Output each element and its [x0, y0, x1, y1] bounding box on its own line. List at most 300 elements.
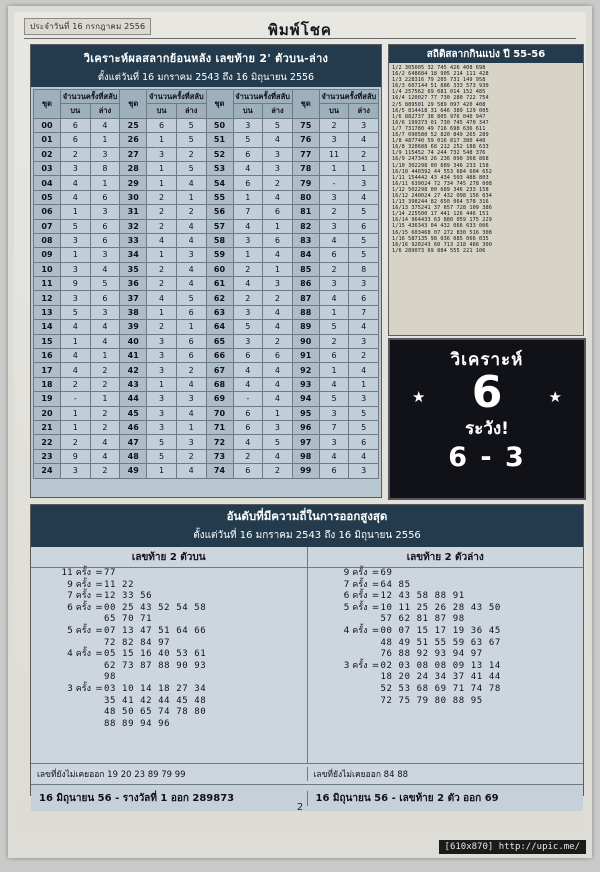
cell-set: 51 — [206, 133, 233, 147]
cell-top-count: 3 — [319, 435, 349, 449]
cell-bottom-count: 2 — [90, 377, 120, 391]
cell-bottom-count: 1 — [176, 320, 206, 334]
frequency-row-values: 48 49 51 55 59 63 67 — [380, 637, 501, 648]
cell-bottom-count: 3 — [349, 176, 379, 190]
cell-set: 67 — [206, 363, 233, 377]
cell-bottom-count: 2 — [90, 363, 120, 377]
frequency-row-values: 72 75 79 80 88 95 — [380, 695, 483, 706]
statistics-row: 16/16 920243 60 713 218 466 300 — [392, 241, 492, 248]
cell-bottom-count: 1 — [263, 406, 293, 420]
frequency-bottom-rows — [308, 568, 584, 707]
frequency-row — [31, 603, 307, 615]
cell-bottom-count: 3 — [176, 248, 206, 262]
cell-set: 05 — [34, 190, 61, 204]
table-row — [34, 205, 379, 219]
cell-bottom-count: 2 — [263, 291, 293, 305]
cell-set: 77 — [292, 147, 319, 161]
cell-bottom-count: 2 — [263, 334, 293, 348]
statistics-row: 16/15 603468 07 272 830 516 308 — [392, 229, 492, 236]
statistics-row: 16/10 440392 44 553 684 604 652 — [392, 168, 492, 175]
cell-top-count: 5 — [147, 435, 177, 449]
statistics-row: 2/5 889501 29 589 097 420 408 — [392, 101, 486, 108]
frequency-row-equals — [94, 672, 104, 684]
cell-top-count: 1 — [147, 464, 177, 478]
frequency-row-values: 12 43 58 88 91 — [380, 591, 465, 602]
cell-set: 00 — [34, 118, 61, 132]
cell-top-count: 2 — [61, 435, 91, 449]
statistics-row: 1/8 487740 59 016 817 380 440 — [392, 138, 486, 145]
cell-top-count: 1 — [319, 363, 349, 377]
col-set-1: ชุด — [34, 90, 61, 119]
cell-top-count: 2 — [61, 377, 91, 391]
cell-top-count: 4 — [147, 291, 177, 305]
cell-bottom-count: 1 — [90, 133, 120, 147]
cell-set: 78 — [292, 161, 319, 175]
frequency-row-equals: = — [95, 602, 103, 613]
cell-set: 68 — [206, 377, 233, 391]
frequency-row-equals — [94, 707, 104, 719]
cell-set: 25 — [120, 118, 147, 132]
cell-top-count: 2 — [233, 449, 263, 463]
frequency-row-label — [312, 696, 371, 708]
frequency-row — [31, 638, 307, 650]
table-row — [34, 377, 379, 391]
statistics-row: 1/9 115452 74 244 732 548 376 — [392, 150, 486, 157]
frequency-row — [308, 661, 584, 673]
frequency-row — [31, 661, 307, 673]
frequency-row-values: 69 — [380, 568, 393, 578]
cell-set: 99 — [292, 464, 319, 478]
cell-top-count: 6 — [319, 464, 349, 478]
statistics-row: 16/8 320688 68 212 252 188 633 — [392, 144, 489, 151]
frequency-row-values: 03 10 14 18 27 34 — [104, 683, 207, 694]
cell-bottom-count: 4 — [176, 406, 206, 420]
frequency-row-equals: = — [95, 591, 103, 602]
cell-top-count: - — [61, 392, 91, 406]
cell-bottom-count: 4 — [263, 377, 293, 391]
cell-bottom-count: 3 — [263, 420, 293, 434]
cell-bottom-count: 6 — [349, 219, 379, 233]
history-title-line1: วิเคราะห์ผลสลากย้อนหลัง เลขท้าย 2' ตัวบน-ล่าง — [83, 52, 329, 65]
frequency-row — [308, 614, 584, 626]
frequency-row — [308, 649, 584, 661]
cell-top-count: 4 — [233, 435, 263, 449]
cell-bottom-count: 5 — [176, 161, 206, 175]
cell-set: 93 — [292, 377, 319, 391]
cell-set: 08 — [34, 233, 61, 247]
cell-set: 95 — [292, 406, 319, 420]
cell-bottom-count: 4 — [263, 363, 293, 377]
frequency-row-values: 11 22 — [104, 579, 135, 590]
cell-top-count: 5 — [233, 320, 263, 334]
cell-top-count: 3 — [147, 392, 177, 406]
cell-top-count: 3 — [233, 233, 263, 247]
cell-top-count: 6 — [61, 133, 91, 147]
frequency-row-values: 00 25 43 52 54 58 — [104, 602, 207, 613]
masthead-title: พิมพ์โชค — [268, 21, 332, 39]
star-icon-right: ★ — [548, 388, 562, 406]
cell-set: 61 — [206, 277, 233, 291]
frequency-row-values: 64 85 — [380, 579, 411, 590]
cell-bottom-count: 3 — [90, 305, 120, 319]
frequency-row-equals: = — [95, 579, 103, 590]
frequency-row-values: 02 03 08 08 09 13 14 — [380, 660, 501, 671]
frequency-row-values: 12 33 56 — [104, 591, 153, 602]
cell-bottom-count: 4 — [349, 133, 379, 147]
frequency-row-values: 18 20 24 34 37 41 44 — [380, 672, 501, 683]
cell-set: 86 — [292, 277, 319, 291]
frequency-row-values: 77 — [104, 568, 117, 578]
cell-top-count: 1 — [61, 334, 91, 348]
col-count-3: จำนวนครั้งที่สลับ — [233, 90, 292, 104]
statistics-row: 16/5 814418 31 646 389 129 005 — [392, 107, 489, 114]
cell-top-count: 4 — [61, 320, 91, 334]
frequency-row-equals: = — [371, 591, 380, 602]
warning-number: 6 - 3 — [448, 442, 526, 473]
frequency-row-values: 35 41 42 44 45 48 — [104, 695, 207, 706]
cell-top-count: 4 — [233, 377, 263, 391]
star-icon-left: ★ — [412, 388, 426, 406]
frequency-row — [31, 672, 307, 684]
cell-top-count: 1 — [61, 420, 91, 434]
cell-top-count: 2 — [147, 277, 177, 291]
cell-bottom-count: 3 — [263, 147, 293, 161]
cell-bottom-count: 7 — [349, 305, 379, 319]
table-row — [34, 334, 379, 348]
paper-sheet — [14, 12, 586, 834]
cell-set: 15 — [34, 334, 61, 348]
frequency-column-top — [31, 547, 308, 763]
cell-top-count: 6 — [233, 420, 263, 434]
cell-bottom-count: 3 — [263, 277, 293, 291]
cell-bottom-count: 2 — [349, 349, 379, 363]
cell-set: 55 — [206, 190, 233, 204]
cell-set: 31 — [120, 205, 147, 219]
cell-set: 04 — [34, 176, 61, 190]
analysis-title: วิเคราะห์ — [450, 350, 524, 370]
cell-set: 21 — [34, 420, 61, 434]
table-row — [34, 277, 379, 291]
cell-bottom-count: 6 — [90, 291, 120, 305]
newspaper-page — [8, 6, 592, 858]
cell-bottom-count: 6 — [90, 233, 120, 247]
frequency-bottom-title: เลขท้าย 2 ตัวล่าง — [308, 547, 584, 568]
analysis-star-row — [390, 388, 584, 406]
cell-set: 73 — [206, 449, 233, 463]
statistics-row: 1/2 305005 32 745 426 408 698 — [392, 65, 486, 71]
frequency-row-equals: = — [371, 602, 380, 613]
cell-set: 32 — [120, 219, 147, 233]
cell-top-count: 1 — [147, 377, 177, 391]
cell-top-count: 2 — [147, 219, 177, 233]
cell-top-count: 1 — [61, 406, 91, 420]
frequency-row-values: 52 53 68 69 71 74 78 — [380, 683, 501, 694]
frequency-row-equals — [371, 684, 381, 696]
cell-bottom-count: 4 — [349, 363, 379, 377]
cell-set: 36 — [120, 277, 147, 291]
cell-set: 74 — [206, 464, 233, 478]
cell-top-count: 1 — [233, 190, 263, 204]
cell-set: 27 — [120, 147, 147, 161]
cell-top-count: 3 — [147, 420, 177, 434]
cell-bottom-count: 4 — [263, 190, 293, 204]
cell-top-count: 5 — [147, 449, 177, 463]
frequency-row-label: 6 ครั้ง — [343, 591, 368, 602]
cell-bottom-count: 1 — [176, 420, 206, 434]
cell-set: 17 — [34, 363, 61, 377]
never-drawn-bottom-label: เลขที่ยังไม่เคยออก — [313, 770, 381, 780]
cell-set: 16 — [34, 349, 61, 363]
cell-top-count: 6 — [233, 406, 263, 420]
cell-set: 53 — [206, 161, 233, 175]
table-row — [34, 248, 379, 262]
cell-bottom-count: 6 — [90, 190, 120, 204]
frequency-title-line1: อันดับที่มีความถี่ในการออกสูงสุด — [226, 509, 388, 523]
issue-date-badge: ประจำวันที่ 16 กรกฎาคม 2556 — [24, 18, 151, 35]
cell-set: 91 — [292, 349, 319, 363]
frequency-row-label — [35, 696, 94, 708]
cell-top-count: 9 — [61, 449, 91, 463]
statistics-row: 1/13 398244 82 650 064 578 316 — [392, 199, 489, 206]
never-drawn-top-label: เลขที่ยังไม่เคยออก — [37, 770, 105, 780]
cell-set: 71 — [206, 420, 233, 434]
cell-set: 83 — [292, 233, 319, 247]
cell-top-count: 4 — [233, 363, 263, 377]
statistics-row: 16/14 964433 63 880 059 175 229 — [392, 217, 492, 224]
frequency-row-values: 07 13 47 51 64 66 — [104, 625, 207, 636]
frequency-row-label — [35, 614, 94, 626]
frequency-row — [308, 591, 584, 603]
statistics-row: 16/9 247343 26 236 090 368 868 — [392, 156, 489, 163]
cell-bottom-count: 3 — [176, 392, 206, 406]
cell-bottom-count: 1 — [263, 219, 293, 233]
sub-top-1: บน — [61, 104, 91, 118]
cell-bottom-count: 2 — [90, 464, 120, 478]
cell-set: 44 — [120, 392, 147, 406]
cell-set: 75 — [292, 118, 319, 132]
statistics-list — [389, 63, 583, 256]
cell-top-count: 6 — [233, 349, 263, 363]
cell-bottom-count: 4 — [263, 449, 293, 463]
sub-bottom-3: ล่าง — [263, 104, 293, 118]
cell-bottom-count: 2 — [176, 205, 206, 219]
frequency-row — [308, 696, 584, 708]
frequency-row — [31, 591, 307, 603]
cell-top-count: 2 — [147, 262, 177, 276]
history-table-block — [30, 44, 382, 498]
cell-top-count: 6 — [61, 118, 91, 132]
frequency-row-values: 65 70 71 — [104, 614, 153, 625]
cell-top-count: 1 — [147, 176, 177, 190]
frequency-row — [308, 568, 584, 580]
cell-set: 76 — [292, 133, 319, 147]
table-row — [34, 305, 379, 319]
cell-top-count: 1 — [61, 205, 91, 219]
never-drawn-row — [31, 763, 583, 784]
statistics-block — [388, 44, 584, 336]
frequency-row-equals: = — [95, 568, 103, 578]
cell-top-count: 2 — [319, 118, 349, 132]
frequency-row-values: 88 89 94 96 — [104, 718, 171, 729]
cell-set: 38 — [120, 305, 147, 319]
cell-bottom-count: 4 — [349, 320, 379, 334]
cell-set: 84 — [292, 248, 319, 262]
frequency-row-label — [312, 614, 371, 626]
frequency-row-equals — [94, 638, 104, 650]
statistics-row: 16/7 090580 52 820 849 265 289 — [392, 132, 489, 139]
history-table — [33, 89, 379, 479]
cell-set: 37 — [120, 291, 147, 305]
cell-bottom-count: 4 — [176, 219, 206, 233]
cell-set: 90 — [292, 334, 319, 348]
cell-set: 14 — [34, 320, 61, 334]
sub-top-3: บน — [233, 104, 263, 118]
cell-set: 10 — [34, 262, 61, 276]
cell-top-count: 3 — [147, 334, 177, 348]
cell-set: 29 — [120, 176, 147, 190]
cell-set: 19 — [34, 392, 61, 406]
cell-top-count: 4 — [61, 176, 91, 190]
frequency-row-values: 10 11 25 26 28 43 50 — [380, 602, 501, 613]
cell-top-count: 3 — [233, 118, 263, 132]
statistics-row: 16/2 648684 18 905 214 111 428 — [392, 71, 489, 78]
cell-top-count: 6 — [147, 118, 177, 132]
col-set-4: ชุด — [292, 90, 319, 119]
cell-top-count: 3 — [61, 233, 91, 247]
cell-bottom-count: 4 — [263, 320, 293, 334]
cell-set: 40 — [120, 334, 147, 348]
cell-bottom-count: 1 — [263, 262, 293, 276]
cell-top-count: 11 — [319, 147, 349, 161]
cell-set: 81 — [292, 205, 319, 219]
frequency-row-equals: = — [371, 660, 380, 671]
cell-set: 01 — [34, 133, 61, 147]
cell-set: 12 — [34, 291, 61, 305]
cell-top-count: 5 — [319, 392, 349, 406]
statistics-row: 1/7 731780 49 716 698 636 611 — [392, 125, 486, 132]
cell-bottom-count: 5 — [263, 435, 293, 449]
sub-bottom-2: ล่าง — [176, 104, 206, 118]
frequency-row-label — [35, 672, 94, 684]
latest-two-digit: 16 มิถุนายน 56 - เลขท้าย 2 ตัว ออก 69 — [315, 792, 499, 804]
frequency-row-equals — [371, 638, 381, 650]
statistics-row: 1/10 302298 00 689 346 233 158 — [392, 162, 489, 169]
frequency-block — [30, 504, 584, 804]
cell-top-count: 3 — [61, 464, 91, 478]
frequency-row — [308, 603, 584, 615]
statistics-row: 16/12 240024 27 432 098 156 034 — [392, 192, 492, 199]
cell-bottom-count: 5 — [349, 420, 379, 434]
statistics-row: 1/4 257562 69 081 014 152 485 — [392, 89, 486, 96]
frequency-top-rows — [31, 568, 307, 730]
cell-bottom-count: 6 — [176, 334, 206, 348]
frequency-row-equals — [94, 661, 104, 673]
cell-bottom-count: 4 — [263, 133, 293, 147]
frequency-row — [31, 719, 307, 731]
cell-bottom-count: 3 — [90, 147, 120, 161]
cell-bottom-count: 6 — [176, 305, 206, 319]
table-row — [34, 320, 379, 334]
analysis-number: 6 — [471, 367, 503, 418]
cell-top-count: 4 — [233, 161, 263, 175]
statistics-row: 16/6 199373 01 730 745 470 347 — [392, 119, 489, 126]
frequency-row-label — [312, 649, 371, 661]
cell-set: 30 — [120, 190, 147, 204]
frequency-row-label: 7 ครั้ง — [67, 591, 91, 602]
cell-set: 88 — [292, 305, 319, 319]
table-row — [34, 363, 379, 377]
cell-bottom-count: 2 — [176, 147, 206, 161]
table-group-header-row — [34, 90, 379, 104]
cell-top-count: 4 — [319, 449, 349, 463]
cell-top-count: 2 — [319, 334, 349, 348]
cell-set: 70 — [206, 406, 233, 420]
frequency-row-label — [312, 638, 371, 650]
cell-set: 92 — [292, 363, 319, 377]
cell-bottom-count: 4 — [176, 233, 206, 247]
cell-set: 43 — [120, 377, 147, 391]
frequency-row-equals: = — [371, 568, 380, 578]
analysis-block — [388, 338, 586, 500]
cell-set: 02 — [34, 147, 61, 161]
cell-set: 34 — [120, 248, 147, 262]
table-row — [34, 291, 379, 305]
frequency-row-values: 72 82 84 97 — [104, 637, 171, 648]
cell-set: 56 — [206, 205, 233, 219]
cell-set: 79 — [292, 176, 319, 190]
frequency-row-label: 9 ครั้ง — [343, 568, 368, 578]
frequency-row-label — [35, 719, 94, 731]
sub-top-2: บน — [147, 104, 177, 118]
frequency-row-label: 3 ครั้ง — [67, 683, 91, 694]
frequency-row — [31, 626, 307, 638]
cell-set: 98 — [292, 449, 319, 463]
frequency-row-equals: = — [95, 625, 103, 636]
cell-set: 18 — [34, 377, 61, 391]
cell-top-count: 3 — [61, 161, 91, 175]
frequency-title-line2: ตั้งแต่วันที่ 16 มกราคม 2543 ถึง 16 มิถุนายน 2556 — [193, 530, 421, 541]
table-row — [34, 435, 379, 449]
frequency-row-equals: = — [95, 683, 103, 694]
statistics-row: 1/14 225500 17 441 126 446 151 — [392, 211, 489, 218]
cell-top-count: 6 — [319, 349, 349, 363]
cell-set: 42 — [120, 363, 147, 377]
cell-top-count: 3 — [61, 262, 91, 276]
frequency-row-label — [35, 707, 94, 719]
cell-top-count: 2 — [147, 190, 177, 204]
frequency-row-equals — [371, 696, 381, 708]
cell-top-count: 7 — [319, 420, 349, 434]
cell-set: 47 — [120, 435, 147, 449]
cell-top-count: 4 — [319, 291, 349, 305]
cell-bottom-count: 6 — [263, 205, 293, 219]
cell-set: 66 — [206, 349, 233, 363]
table-row — [34, 233, 379, 247]
cell-top-count: 4 — [319, 233, 349, 247]
cell-top-count: 4 — [61, 363, 91, 377]
cell-top-count: 3 — [147, 349, 177, 363]
cell-bottom-count: 6 — [349, 291, 379, 305]
cell-top-count: 4 — [147, 233, 177, 247]
frequency-row-equals — [94, 614, 104, 626]
frequency-row — [31, 684, 307, 696]
cell-top-count: 1 — [147, 161, 177, 175]
cell-set: 57 — [206, 219, 233, 233]
frequency-row — [31, 568, 307, 580]
warning-label: ระวัง! — [465, 419, 509, 439]
cell-bottom-count: 1 — [349, 377, 379, 391]
frequency-row-label: 4 ครั้ง — [67, 649, 91, 660]
